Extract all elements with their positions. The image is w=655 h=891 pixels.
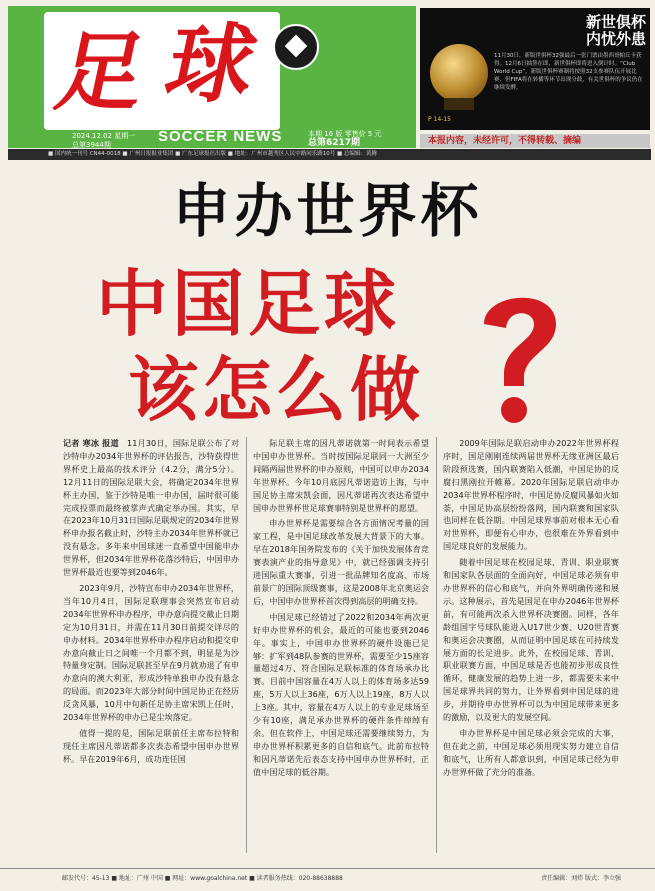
article-paragraph bbox=[63, 437, 239, 579]
teaser-title-line-2: 内忧外患 bbox=[585, 30, 646, 48]
paragraph-text: 申办世界杯是中国足球必须会完成的大事，但在此之前，中国足球必须用现实努力建立自信和底气，让所有人都意识到，中国足球已经为申办世界杯做了充分的准备。 bbox=[443, 727, 619, 777]
article-body bbox=[63, 437, 619, 853]
issue-line: 总第3944期 bbox=[72, 141, 111, 149]
article-column-2 bbox=[253, 437, 429, 853]
teaser-body: 11月30日，新版世俱杯32强最后一张门票由墨西哥帕丘卡获得。12月6日抽签在即，新世俱杯即将进入倒计时。“Club World Cup”，新版世俱杯赛制将按照32支参赛队伍开展比赛，但FIFA将在转播等环节出现分歧，有关世俱杯的争议仍在继续发酵。 bbox=[494, 53, 643, 91]
article-paragraph bbox=[443, 727, 619, 779]
column-divider bbox=[246, 437, 247, 853]
article-paragraph bbox=[443, 437, 619, 553]
column-divider bbox=[436, 437, 437, 853]
article-column-3 bbox=[443, 437, 619, 853]
article-paragraph bbox=[253, 611, 429, 779]
paragraph-text: 值得一提的是，国际足联前任主席布拉特和现任主席因凡蒂诺都多次表态希望中国申办世界杯。早在2019年6月，成功连任国 bbox=[63, 727, 239, 764]
total-issue-line: 总第6217期 bbox=[308, 138, 361, 148]
article-paragraph bbox=[253, 437, 429, 514]
copyright-notice: 本报内容，未经许可，不得转载、摘编 bbox=[420, 134, 650, 148]
main-headline: 申办世界杯 bbox=[172, 177, 483, 245]
article-column-1 bbox=[63, 437, 239, 853]
teaser-title-line-1: 新世俱杯 bbox=[585, 13, 646, 31]
paragraph-text: 际足联主席的因凡蒂诺就第一时间表示希望中国申办世界杯。当时按国际足联同一大洲至少间隔两届世界杯的申办原则，中国可以申办2034年世界杯。今年10月底因凡蒂诺造访上海，与中国足协主席宋凯会面，因凡蒂诺再次表达希望中国申办世界杯世足球赛事特别是世界杯的愿望。 bbox=[253, 438, 429, 513]
byline: 记者 寒冰 报道 bbox=[63, 438, 128, 448]
logo-char-foot: 足 bbox=[47, 22, 155, 123]
question-mark-icon bbox=[474, 282, 566, 432]
feature-teaser-box[interactable] bbox=[420, 8, 650, 130]
article-paragraph bbox=[443, 556, 619, 724]
paragraph-text: 申办世界杯是需要综合各方面情况考量的国家工程，是中国足球改革发展大背景下的大事。早在2018年国务院发布的《关于加快发展体育竞赛表演产业的指导意见》中，就已经强调支持引进国际重大赛事，引进一批品牌知名度高、市场前景广的国际顶级赛事，这是2008年北京奥运会后，中国申办世界杯首次得到高层的明确支持。 bbox=[253, 518, 429, 606]
trophy-icon bbox=[430, 40, 488, 110]
page-footer bbox=[0, 868, 655, 891]
issue-info-right bbox=[308, 130, 382, 148]
masthead bbox=[8, 6, 416, 148]
teaser-title bbox=[492, 14, 646, 48]
price-line: 本期 16 版 零售价 5 元 bbox=[308, 130, 382, 138]
paragraph-text: 11月30日，国际足联公布了对沙特申办2034年世界杯的评估报告，沙特获得世界杯史上最高的技术评分（4.2分，满分5分）。12月11日的国际足联大会，将确定2034年世界杯主办国，鉴于沙特是唯一申办国，届时很可能完成投票而最终被掌声式确定举办国。其实，早在2023年10月31日国际足联规定的2034年世界杯申办报名截止时，沙特主办2034年世界杯就已没有悬念。多年来中国球迷一直希望中国能申办世界杯，但2034年世界杯花落沙特后，中国申办世界杯最近也要等到2046年。 bbox=[63, 438, 239, 578]
paragraph-text: 2009年国际足联启动申办2022年世界杯程序时，国足刚刚连续两届世界杯无缘亚洲区最后阶段预选赛，国内联赛陷入低潮，中国足协的反腐扫黑刚拉开帷幕。2020年国际足联启动申办2034年世界杯程序时，中国足协反腐风暴如火如荼，中国足协高层纷纷落网，国内联赛和国家队也同样在低谷期。中国足球界事前对根本无心看对世界杯，即便有心申办，也很难在外界看到中国足球良好的发展能力。 bbox=[443, 438, 619, 552]
footer-right: 责任编辑：刘炜 版式：李立强 bbox=[541, 875, 621, 882]
issue-info-left bbox=[72, 132, 135, 150]
paragraph-text: 中国足球已经错过了2022和2034年两次更好申办世界杯的机会，最近的可能也要到2046年。事实上，中国申办世界杯的硬件设施已足够：扩军到48队参赛的世界杯，需要至少15座容量超过4万、符合国际足联标准的体育场承办比赛。目前中国容量在4万人以上的体育场多达59座，5万人以上36座，6万人以上19座，8万人以上3座。其中，容量在4万人以上的专业足球场至少有10座，满足承办世界杯的硬件条件绰绰有余。但在软件上，中国足球还需要继续努力，为申办世界杯积累更多的自信和底气。此前布拉特和因凡蒂诺先后表态支持中国申办世界杯时，正值中国足球的低谷期。 bbox=[253, 611, 429, 777]
article-paragraph bbox=[253, 517, 429, 607]
subheadline-line-2: 该怎么做 bbox=[128, 348, 424, 431]
logo-char-ball: 球 bbox=[157, 14, 265, 115]
paragraph-text: 2023年9月，沙特宣布申办2034年世界杯，当年10月4日，国际足联理事会突然宣布启动2034年世界杯申办程序，申办意向提交截止日期定为10月31日，并需在11月30日前提交详尽的申办材料。2034年世界杯申办程序启动和提交申办意向截止日之间唯一个月都不到，明显是为沙特量身定制。国际足联甚至早在9月就劝退了有申办意向的澳大利亚，形成沙特单独申办没有悬念的局面。而2023年大部分时间中国足协正在经历反贪风暴，10月中旬新任足协主席宋凯上任时，2034年世界杯的申办已是尘埃落定。 bbox=[63, 582, 239, 723]
article-paragraph bbox=[63, 727, 239, 766]
english-title: SOCCER NEWS bbox=[158, 128, 283, 145]
soccer-ball-icon bbox=[273, 24, 319, 70]
logo-panel bbox=[44, 12, 280, 130]
footer-left: 邮发代号：45-13 ■ 地址：广州 中国 ■ 网址：www.goalchina.net ■ 读者服务热线：020-88638888 bbox=[62, 875, 343, 882]
teaser-page-tag: P 14-15 bbox=[428, 116, 451, 123]
paragraph-text: 随着中国足球在校园足球、青训、职业联赛和国家队各层面的全面向好，中国足球必须有申办世界杯的信心和底气，并向外界明确传递和展示。这种展示，首先是国足在申办2046年世界杯前，有可能两次杀入世界杯决赛圈。同样，各年龄组国字号球队能进入U17世少赛、U20世青赛和奥运会决赛圈，从而证明中国足球在可持续发展方面的长足进步。此外，在校园足球、青训、职业联赛方面，中国足球是否也能初步形成良性循环，健康发展的趋势上进一步，都需要未来中国足球界共同的努力，让外界看到中国足球的进步，并期待申办世界杯可以为中国足球带来更多的激励，以及更大的发展空间。 bbox=[443, 557, 619, 723]
publication-info-strip: ■ 国内统一刊号 CN44-0018 ■ 广州日报报业集团 ■ 广东足球报社出版 ■ 地址：广州市越秀区人民中路同乐路10号 ■ 总编辑：黄腾 bbox=[8, 149, 651, 160]
date-line: 2024.12.02 星期一 bbox=[72, 132, 136, 140]
article-paragraph bbox=[63, 582, 239, 724]
subheadline-line-1: 中国足球 bbox=[96, 261, 401, 346]
